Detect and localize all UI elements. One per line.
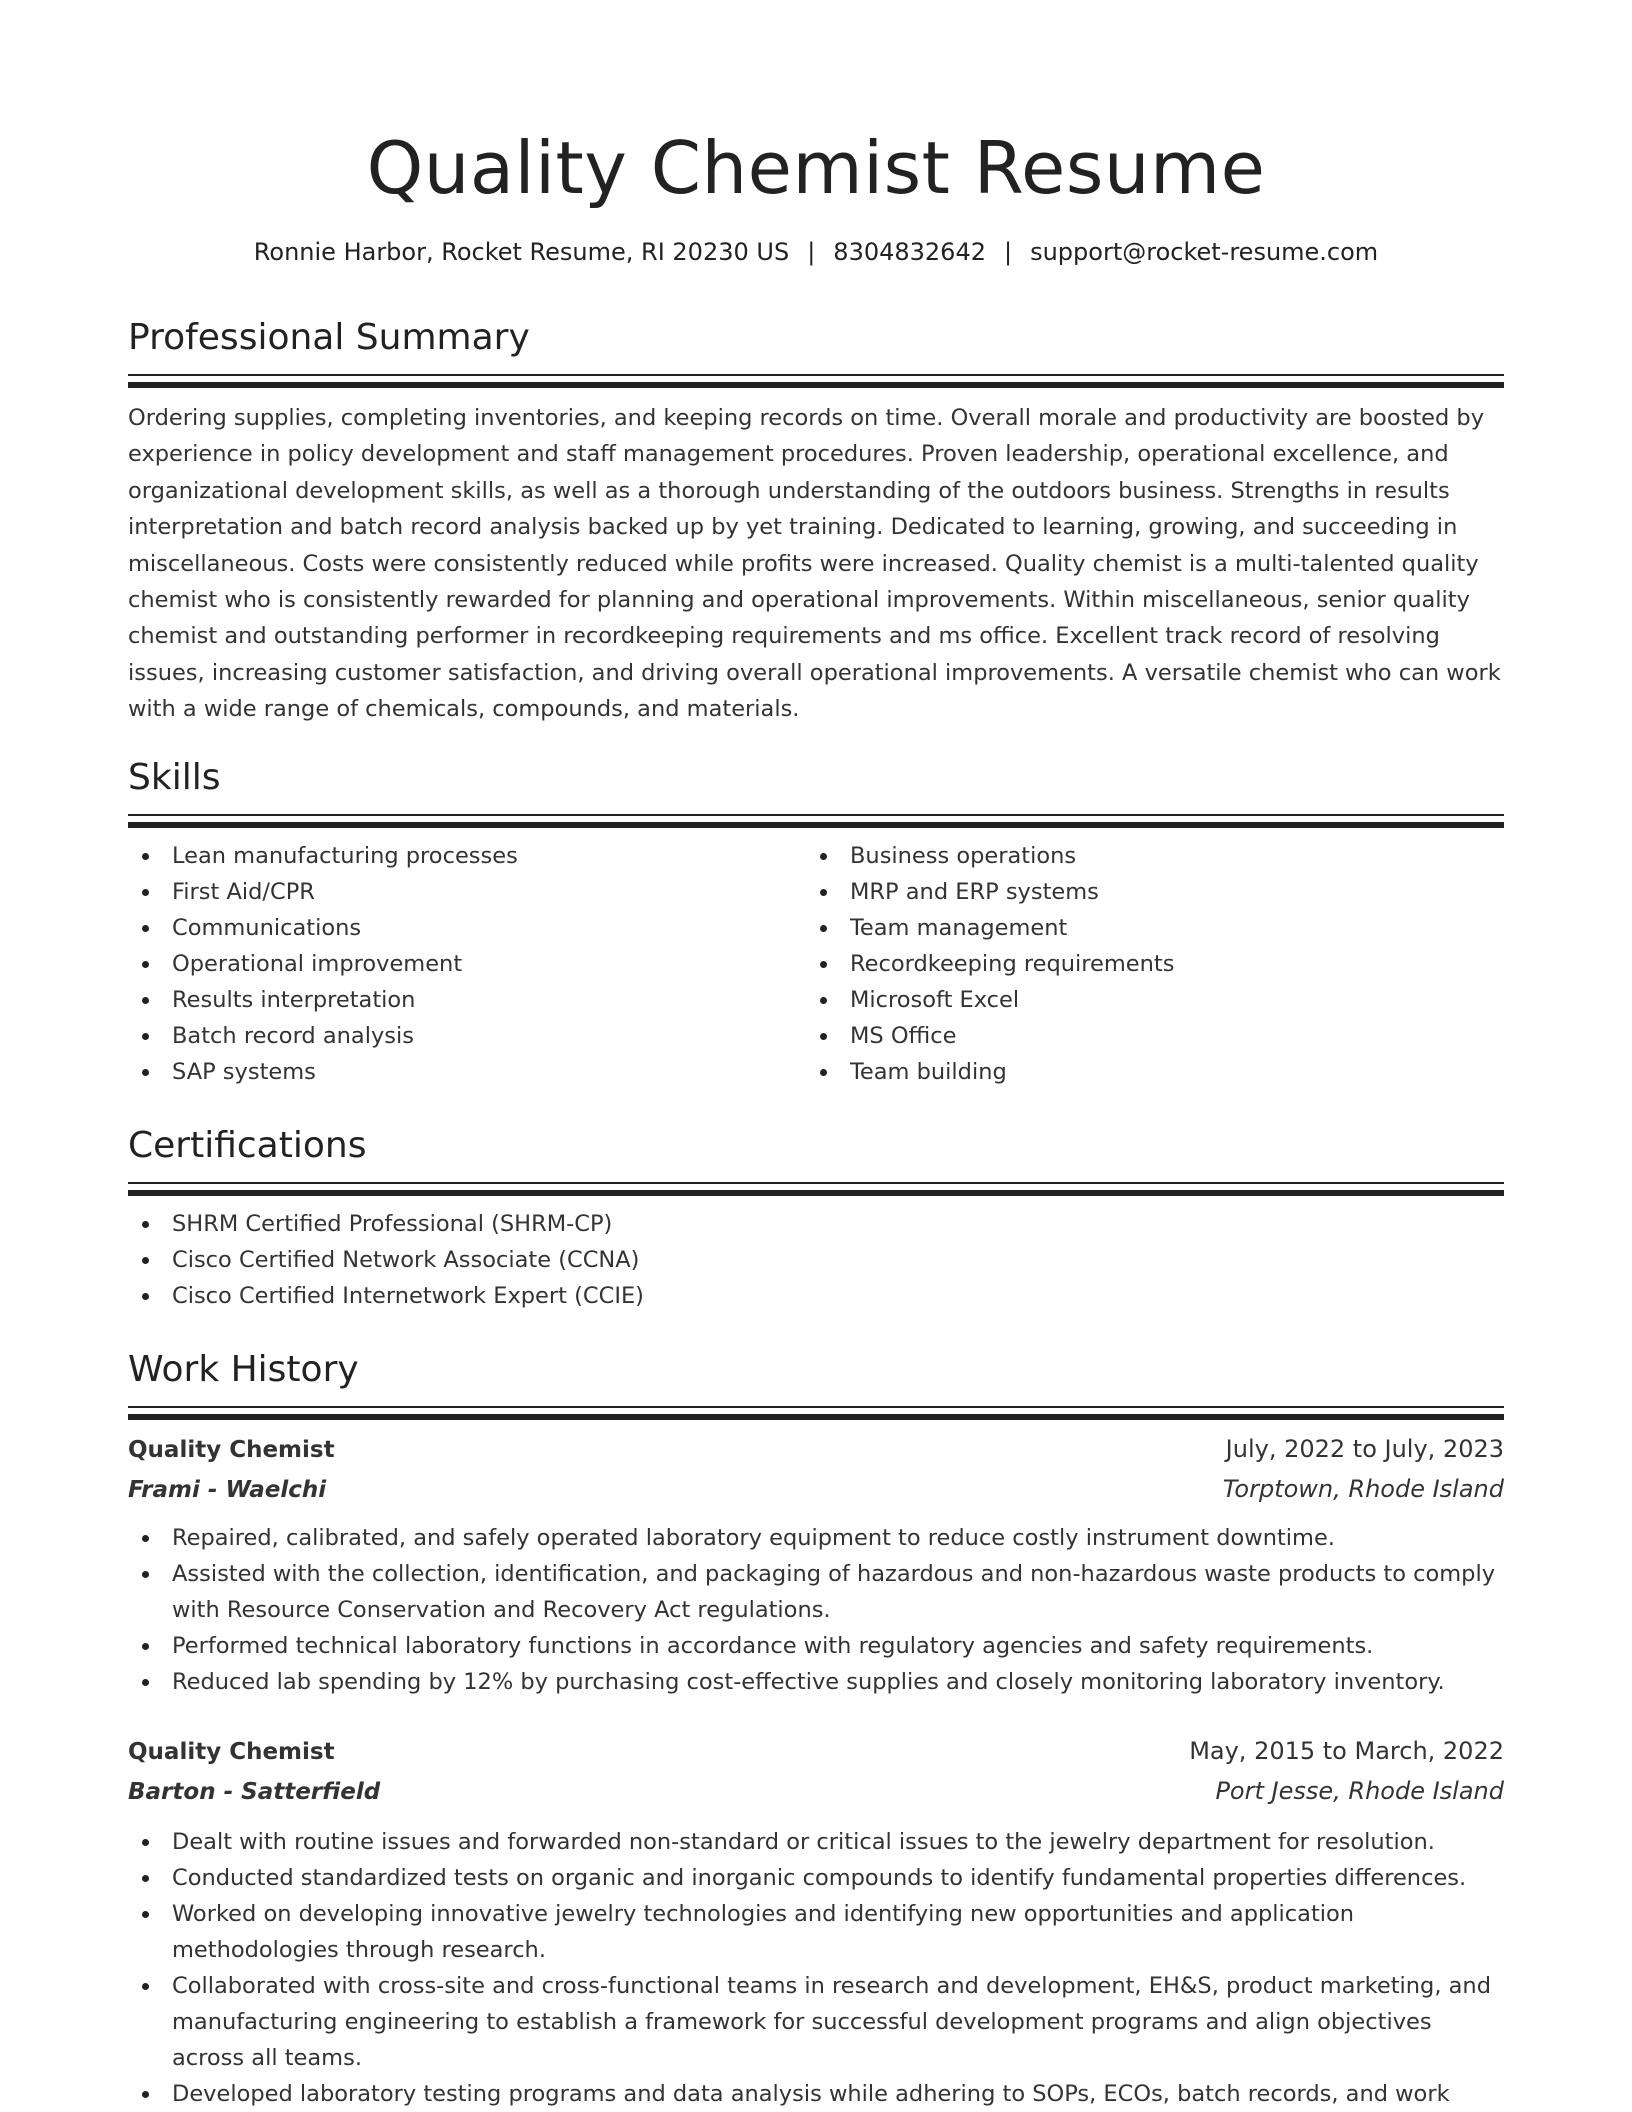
contact-separator: | bbox=[1004, 238, 1013, 266]
job-subheader bbox=[128, 1771, 1504, 1812]
certifications-section bbox=[128, 1124, 1504, 1314]
summary-heading: Professional Summary bbox=[128, 317, 530, 358]
skill-item: Recordkeeping requirements bbox=[806, 946, 1484, 982]
contact-address: Ronnie Harbor, Rocket Resume, RI 20230 US bbox=[253, 238, 790, 266]
skills-column-right bbox=[806, 838, 1484, 1090]
skills-grid bbox=[128, 838, 1504, 1090]
skill-item: Microsoft Excel bbox=[806, 982, 1484, 1018]
certification-item: Cisco Certified Internetwork Expert (CCIE) bbox=[128, 1278, 1504, 1314]
skill-item: Business operations bbox=[806, 838, 1484, 874]
job-duty: Assisted with the collection, identification, and packaging of hazardous and non-hazardous waste products to comply with Resource Conservation and Recovery Act regulations. bbox=[128, 1556, 1504, 1628]
skill-item: Team building bbox=[806, 1054, 1484, 1090]
summary-section bbox=[128, 316, 1504, 728]
job-location: Port Jesse, Rhode Island bbox=[1215, 1777, 1504, 1805]
certifications-list bbox=[128, 1206, 1504, 1314]
job-duty: Developed laboratory testing programs and data analysis while adhering to SOPs, ECOs, batch records, and work bbox=[128, 2076, 1504, 2112]
contact-separator: | bbox=[807, 238, 816, 266]
job-header bbox=[128, 1732, 1504, 1771]
job-duties bbox=[128, 1520, 1504, 1700]
job-duty: Worked on developing innovative jewelry technologies and identifying new opportunities and application methodologies through research. bbox=[128, 1896, 1504, 1968]
skill-item: SAP systems bbox=[128, 1054, 806, 1090]
job-duty: Dealt with routine issues and forwarded non-standard or critical issues to the jewelry department for resolution. bbox=[128, 1824, 1504, 1860]
job-title: Quality Chemist bbox=[128, 1437, 335, 1463]
job-entry bbox=[128, 1732, 1504, 2112]
certification-item: SHRM Certified Professional (SHRM-CP) bbox=[128, 1206, 1504, 1242]
contact-line bbox=[128, 236, 1504, 268]
job-location: Torptown, Rhode Island bbox=[1222, 1475, 1504, 1503]
skill-item: Communications bbox=[128, 910, 806, 946]
summary-text: Ordering supplies, completing inventories, and keeping records on time. Overall morale and productivity are boosted by experience in policy development and staff management procedures. Proven leadership, operational excellence, and organizational development skills, as well as a thorough understanding of the outdoors business. Strengths in results interpretation and batch record analysis backed up by yet training. Dedicated to learning, growing, and succeeding in miscellaneous. Costs were consistently reduced while profits were increased. Quality chemist is a multi-talented quality chemist who is consistently rewarded for planning and operational improvements. Within miscellaneous, senior quality chemist and outstanding performer in recordkeeping requirements and ms office. Excellent track record of resolving issues, increasing customer satisfaction, and driving overall operational improvements. A versatile chemist who can work with a wide range of chemicals, compounds, and materials. bbox=[128, 405, 1501, 723]
work-history-heading: Work History bbox=[128, 1349, 359, 1390]
skill-item: Results interpretation bbox=[128, 982, 806, 1018]
certifications-heading: Certifications bbox=[128, 1125, 367, 1166]
job-company: Frami - Waelchi bbox=[128, 1477, 327, 1503]
skill-item: First Aid/CPR bbox=[128, 874, 806, 910]
job-duty: Conducted standardized tests on organic and inorganic compounds to identify fundamental properties differences. bbox=[128, 1860, 1504, 1896]
skill-item: Team management bbox=[806, 910, 1484, 946]
section-divider bbox=[128, 1406, 1504, 1420]
job-duty: Collaborated with cross-site and cross-functional teams in research and development, EH&S, product marketing, and manufacturing engineering to establish a framework for successful development programs and align objectives across all teams. bbox=[128, 1968, 1504, 2076]
skill-item: Operational improvement bbox=[128, 946, 806, 982]
skills-section bbox=[128, 756, 1504, 1090]
job-duty: Performed technical laboratory functions in accordance with regulatory agencies and safety requirements. bbox=[128, 1628, 1504, 1664]
skills-column-left bbox=[128, 838, 806, 1090]
section-divider bbox=[128, 1182, 1504, 1196]
contact-phone: 8304832642 bbox=[833, 238, 986, 266]
skill-item: Lean manufacturing processes bbox=[128, 838, 806, 874]
job-title: Quality Chemist bbox=[128, 1739, 335, 1765]
job-duties bbox=[128, 1824, 1504, 2112]
skills-heading: Skills bbox=[128, 757, 221, 798]
resume-title: Quality Chemist Resume bbox=[366, 126, 1266, 210]
job-dates: July, 2022 to July, 2023 bbox=[1225, 1435, 1504, 1463]
job-entry bbox=[128, 1430, 1504, 1700]
skill-item: Batch record analysis bbox=[128, 1018, 806, 1054]
section-divider bbox=[128, 814, 1504, 828]
certification-item: Cisco Certified Network Associate (CCNA) bbox=[128, 1242, 1504, 1278]
resume-page bbox=[128, 0, 1504, 2107]
section-divider bbox=[128, 374, 1504, 388]
job-duty: Reduced lab spending by 12% by purchasing cost-effective supplies and closely monitoring laboratory inventory. bbox=[128, 1664, 1504, 1700]
job-company: Barton - Satterfield bbox=[128, 1779, 381, 1805]
job-subheader bbox=[128, 1469, 1504, 1510]
skill-item: MS Office bbox=[806, 1018, 1484, 1054]
skill-item: MRP and ERP systems bbox=[806, 874, 1484, 910]
job-header bbox=[128, 1430, 1504, 1469]
work-history-section bbox=[128, 1348, 1504, 2112]
job-dates: May, 2015 to March, 2022 bbox=[1189, 1737, 1504, 1765]
contact-email: support@rocket-resume.com bbox=[1030, 238, 1379, 266]
job-duty: Repaired, calibrated, and safely operated laboratory equipment to reduce costly instrument downtime. bbox=[128, 1520, 1504, 1556]
